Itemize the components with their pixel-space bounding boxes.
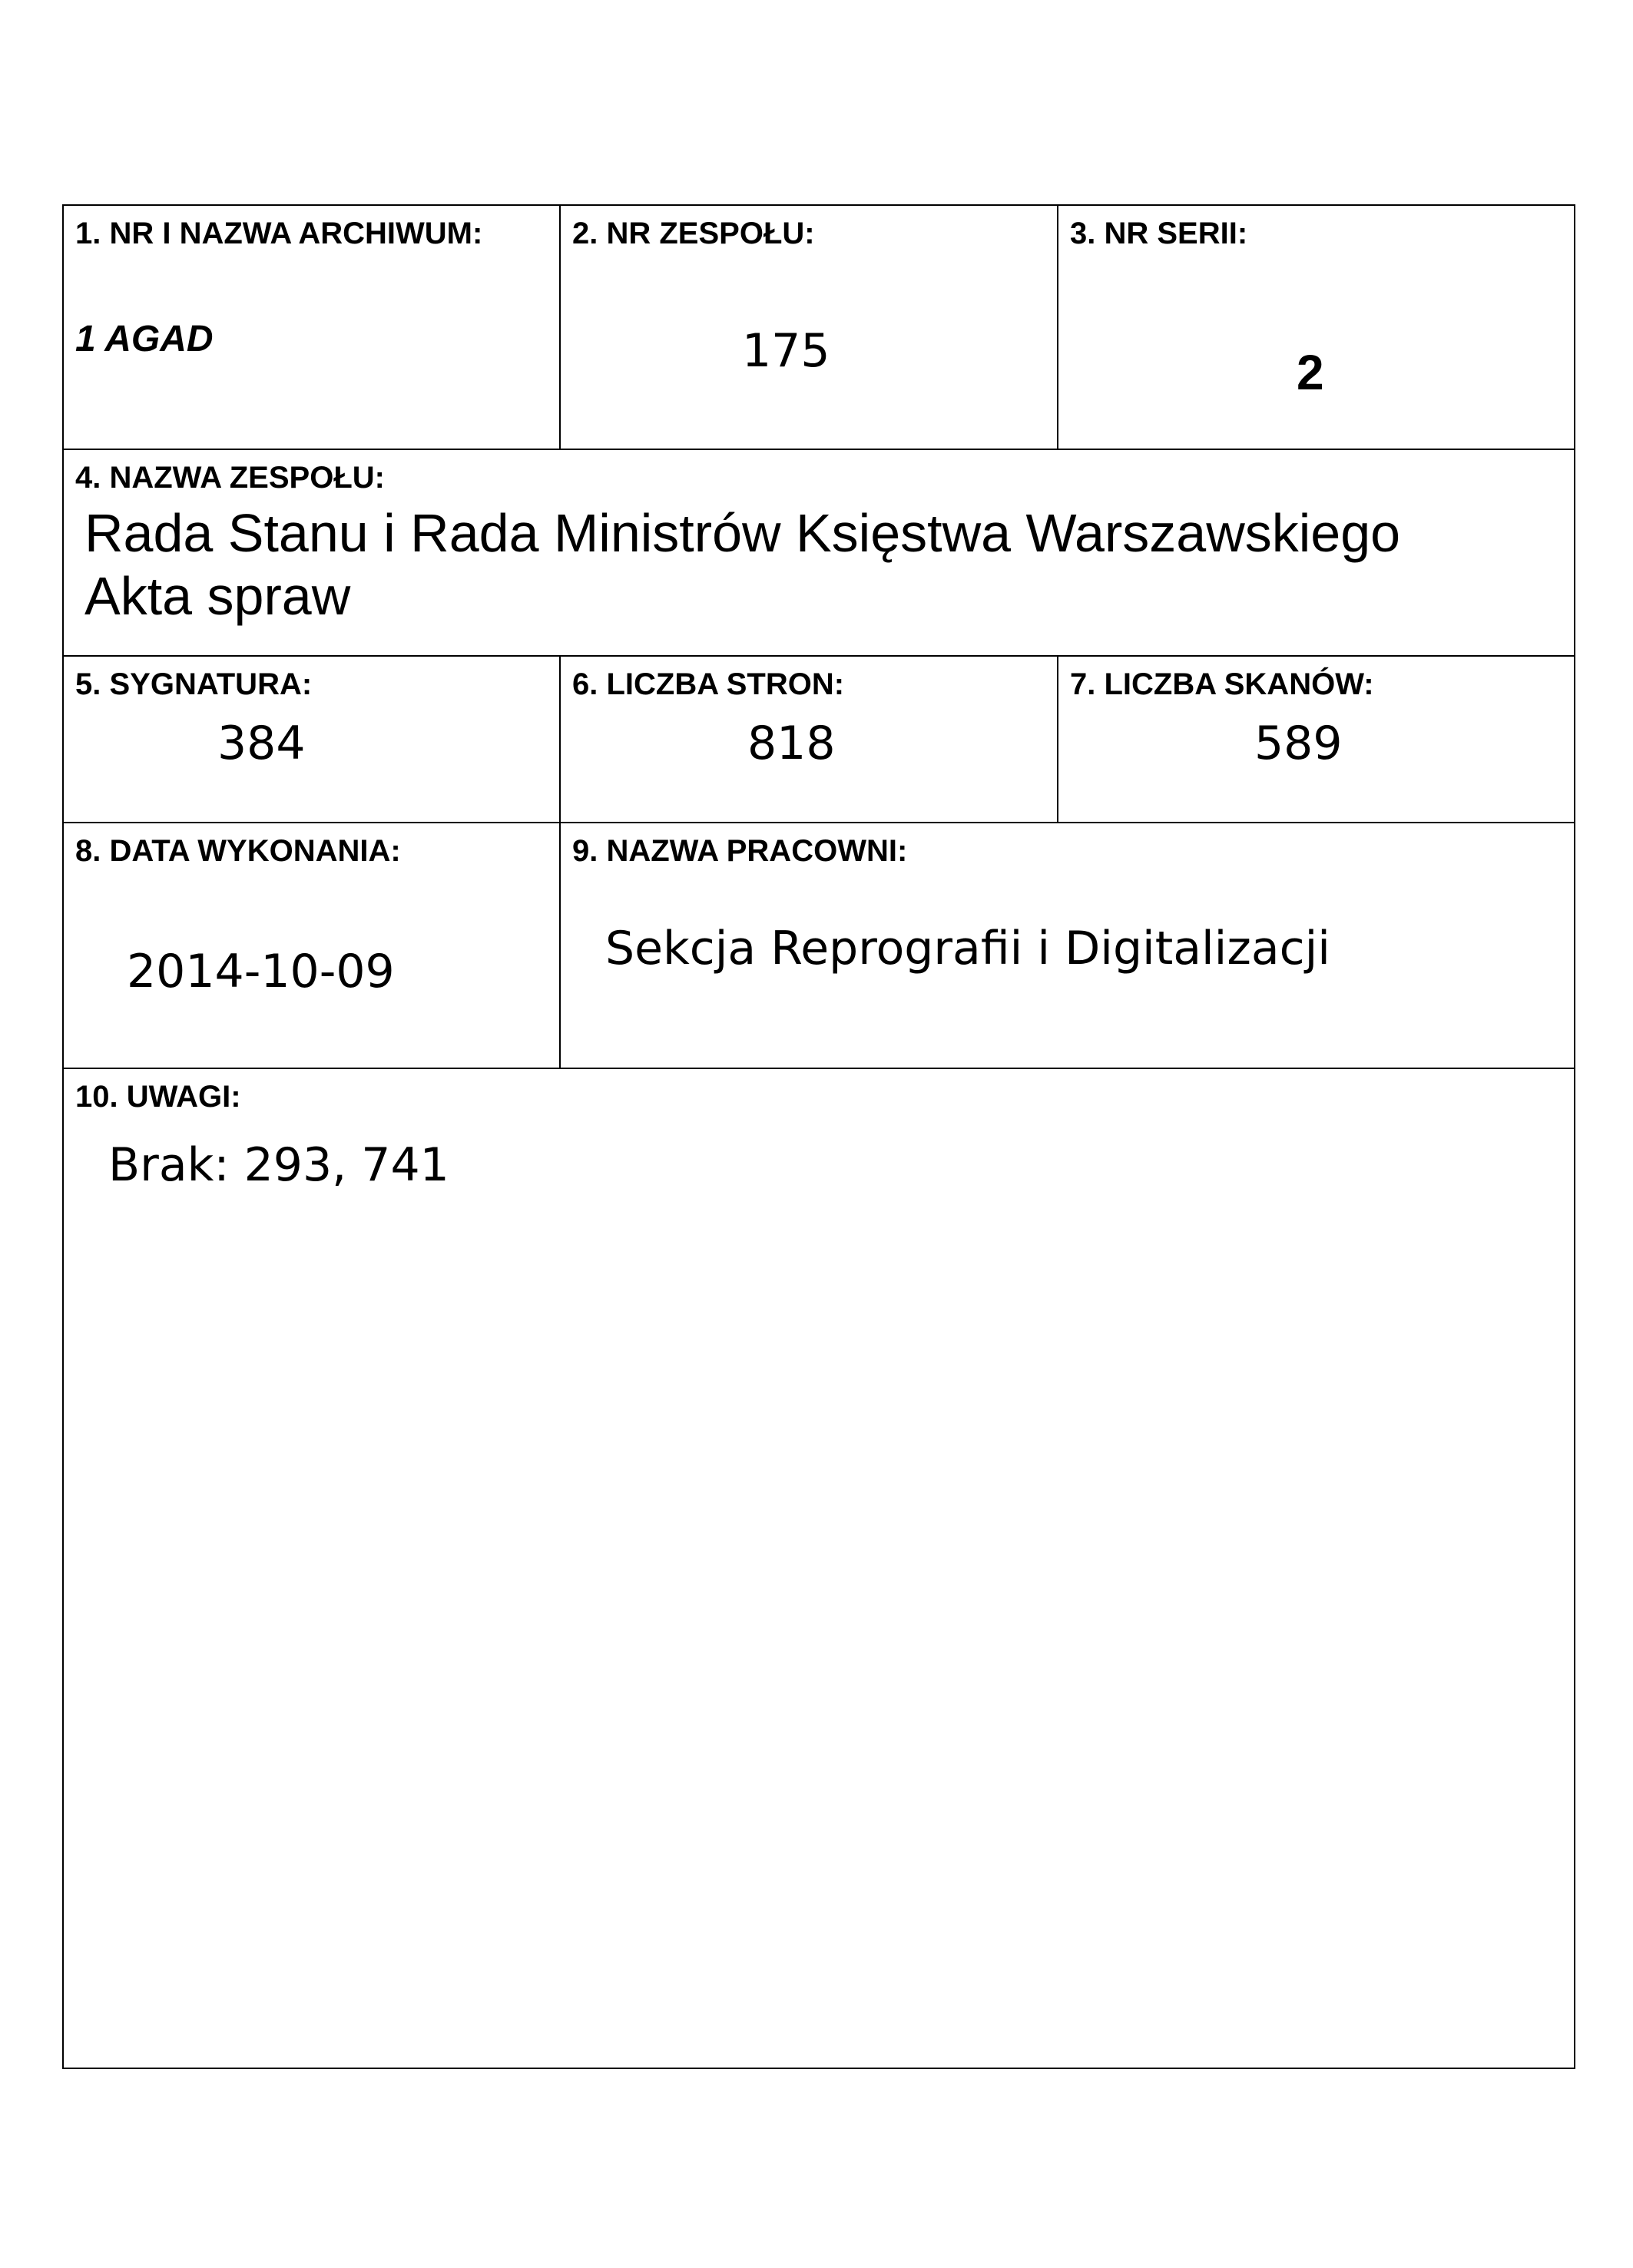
fonds-number-label: 2. NR ZESPOŁU: xyxy=(572,217,815,250)
notes-value: Brak: 293, 741 xyxy=(108,1138,449,1192)
scan-count-cell xyxy=(1058,657,1574,822)
date-cell xyxy=(64,823,559,1068)
date-value: 2014-10-09 xyxy=(127,945,395,998)
workshop-cell xyxy=(561,823,1574,1068)
archive-value: 1 AGAD xyxy=(75,319,214,359)
page-count-label: 6. LICZBA STRON: xyxy=(572,667,845,701)
page-count-value: 818 xyxy=(747,717,836,770)
notes-label: 10. UWAGI: xyxy=(75,1080,241,1114)
workshop-label: 9. NAZWA PRACOWNI: xyxy=(572,834,908,868)
archive-label: 1. NR I NAZWA ARCHIWUM: xyxy=(75,217,483,250)
scan-count-value: 589 xyxy=(1254,717,1343,770)
fonds-name-line1: Rada Stanu i Rada Ministrów Księstwa Warszawskiego xyxy=(84,503,1401,563)
signature-label: 5. SYGNATURA: xyxy=(75,667,313,701)
notes-cell xyxy=(64,1069,1574,2068)
fonds-name-cell xyxy=(64,450,1574,655)
archival-metadata-form xyxy=(62,204,1575,2069)
date-label: 8. DATA WYKONANIA: xyxy=(75,834,401,868)
series-number-cell xyxy=(1058,206,1574,449)
series-number-value: 2 xyxy=(1297,345,1324,400)
fonds-name-label: 4. NAZWA ZESPOŁU: xyxy=(75,461,385,495)
fonds-number-cell xyxy=(561,206,1057,449)
archive-cell xyxy=(64,206,559,449)
workshop-value: Sekcja Reprografii i Digitalizacji xyxy=(605,922,1330,975)
fonds-number-value: 175 xyxy=(742,324,830,378)
scan-count-label: 7. LICZBA SKANÓW: xyxy=(1070,667,1374,701)
signature-cell xyxy=(64,657,559,822)
series-number-label: 3. NR SERII: xyxy=(1070,217,1248,250)
page-count-cell xyxy=(561,657,1057,822)
fonds-name-line2: Akta spraw xyxy=(84,566,351,626)
signature-value: 384 xyxy=(217,717,306,770)
